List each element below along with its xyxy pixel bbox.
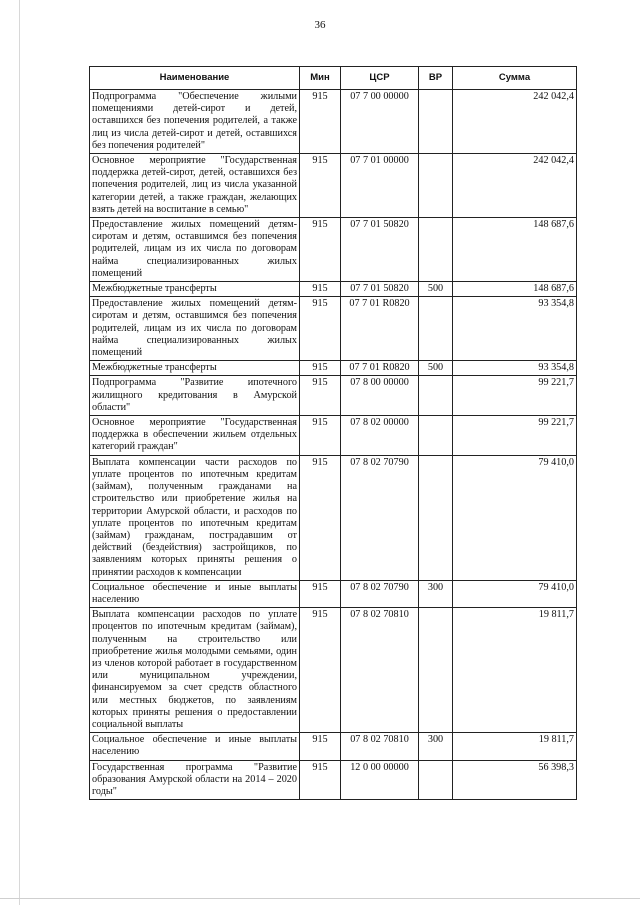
cell-sum: 99 221,7 [453, 376, 577, 416]
cell-csr: 07 7 01 R0820 [341, 297, 419, 361]
budget-table [89, 66, 577, 800]
cell-min: 915 [300, 416, 341, 456]
cell-name: Межбюджетные трансферты [90, 361, 300, 376]
cell-csr: 07 7 00 00000 [341, 90, 419, 154]
cell-min: 915 [300, 282, 341, 297]
cell-min: 915 [300, 733, 341, 760]
cell-sum: 99 221,7 [453, 416, 577, 456]
table-row [90, 760, 577, 800]
cell-csr: 07 8 02 70810 [341, 608, 419, 733]
cell-vr: 500 [419, 282, 453, 297]
cell-name: Основное мероприятие "Государственная поддержка детей-сирот, детей, оставшихся без попечения родителей, лиц из числа указанной категории детей, а также граждан, желающих взять детей на воспитание в семью" [90, 154, 300, 218]
cell-csr: 07 8 00 00000 [341, 376, 419, 416]
cell-vr: 300 [419, 580, 453, 607]
cell-sum: 242 042,4 [453, 154, 577, 218]
scan-bottom-line [0, 898, 640, 899]
cell-min: 915 [300, 90, 341, 154]
cell-min: 915 [300, 154, 341, 218]
cell-sum: 148 687,6 [453, 282, 577, 297]
cell-name: Основное мероприятие "Государственная поддержка в обеспечении жильем отдельных категорий граждан" [90, 416, 300, 456]
cell-csr: 07 8 02 70790 [341, 580, 419, 607]
header-sum: Сумма [453, 67, 577, 90]
cell-csr: 07 8 02 00000 [341, 416, 419, 456]
cell-csr: 07 7 01 50820 [341, 282, 419, 297]
cell-name: Социальное обеспечение и иные выплаты населению [90, 733, 300, 760]
cell-sum: 148 687,6 [453, 218, 577, 282]
scan-edge-line [19, 0, 20, 905]
cell-min: 915 [300, 218, 341, 282]
table-row [90, 733, 577, 760]
header-csr: ЦСР [341, 67, 419, 90]
cell-name: Выплата компенсации части расходов по уплате процентов по ипотечным кредитам (займам), полученным гражданами на строительство или приобретение жилья на территории Амурской области, и расходов по уплате процентов по ипотечным кредитам (займам) гражданам, пострадавшим от действий (бездействия) застройщиков, по заявлениям которых приняты решения о принятии расходов к компенсации [90, 455, 300, 580]
cell-vr [419, 154, 453, 218]
cell-min: 915 [300, 580, 341, 607]
cell-min: 915 [300, 455, 341, 580]
cell-sum: 79 410,0 [453, 580, 577, 607]
cell-name: Социальное обеспечение и иные выплаты населению [90, 580, 300, 607]
cell-vr [419, 376, 453, 416]
cell-min: 915 [300, 376, 341, 416]
header-name: Наименование [90, 67, 300, 90]
cell-sum: 93 354,8 [453, 361, 577, 376]
cell-sum: 242 042,4 [453, 90, 577, 154]
table-row [90, 218, 577, 282]
cell-vr [419, 218, 453, 282]
cell-csr: 07 8 02 70790 [341, 455, 419, 580]
table-row [90, 608, 577, 733]
cell-name: Государственная программа "Развитие образования Амурской области на 2014 – 2020 годы" [90, 760, 300, 800]
cell-min: 915 [300, 361, 341, 376]
table-row [90, 580, 577, 607]
table-row [90, 376, 577, 416]
table-row [90, 282, 577, 297]
cell-vr [419, 297, 453, 361]
cell-name: Подпрограмма "Развитие ипотечного жилищного кредитования в Амурской области" [90, 376, 300, 416]
header-vr: ВР [419, 67, 453, 90]
table-row [90, 416, 577, 456]
cell-vr: 300 [419, 733, 453, 760]
cell-min: 915 [300, 760, 341, 800]
cell-vr [419, 416, 453, 456]
table-row [90, 455, 577, 580]
cell-name: Выплата компенсации расходов по уплате процентов по ипотечным кредитам (займам), полученным на строительство или приобретение жилья молодыми семьями, один из членов которой работает в государственном или муниципальном учреждении, финансируемом за счет средств областного или местных бюджетов, по заявлениям которых приняты решения о предоставлении социальной выплаты [90, 608, 300, 733]
cell-csr: 07 7 01 R0820 [341, 361, 419, 376]
table-header-row [90, 67, 577, 90]
cell-sum: 79 410,0 [453, 455, 577, 580]
table-row [90, 90, 577, 154]
table-row [90, 361, 577, 376]
cell-min: 915 [300, 608, 341, 733]
header-min: Мин [300, 67, 341, 90]
cell-csr: 07 7 01 50820 [341, 218, 419, 282]
cell-min: 915 [300, 297, 341, 361]
cell-vr [419, 455, 453, 580]
table-row [90, 154, 577, 218]
table-row [90, 297, 577, 361]
cell-vr: 500 [419, 361, 453, 376]
page-number: 36 [314, 19, 326, 31]
cell-name: Межбюджетные трансферты [90, 282, 300, 297]
cell-sum: 19 811,7 [453, 608, 577, 733]
cell-sum: 93 354,8 [453, 297, 577, 361]
cell-vr [419, 760, 453, 800]
cell-csr: 12 0 00 00000 [341, 760, 419, 800]
cell-sum: 19 811,7 [453, 733, 577, 760]
cell-sum: 56 398,3 [453, 760, 577, 800]
cell-name: Предоставление жилых помещений детям-сиротам и детям, оставшимся без попечения родителей, лицам из их числа по договорам найма специализированных жилых помещений [90, 218, 300, 282]
cell-csr: 07 7 01 00000 [341, 154, 419, 218]
cell-name: Подпрограмма "Обеспечение жилыми помещениями детей-сирот и детей, оставшихся без попечения родителей, а также лиц из числа детей-сирот и детей, оставшихся без попечения родителей" [90, 90, 300, 154]
cell-name: Предоставление жилых помещений детям-сиротам и детям, оставшимся без попечения родителей, лицам из их числа по договорам найма специализированных жилых помещений [90, 297, 300, 361]
cell-vr [419, 90, 453, 154]
cell-vr [419, 608, 453, 733]
cell-csr: 07 8 02 70810 [341, 733, 419, 760]
